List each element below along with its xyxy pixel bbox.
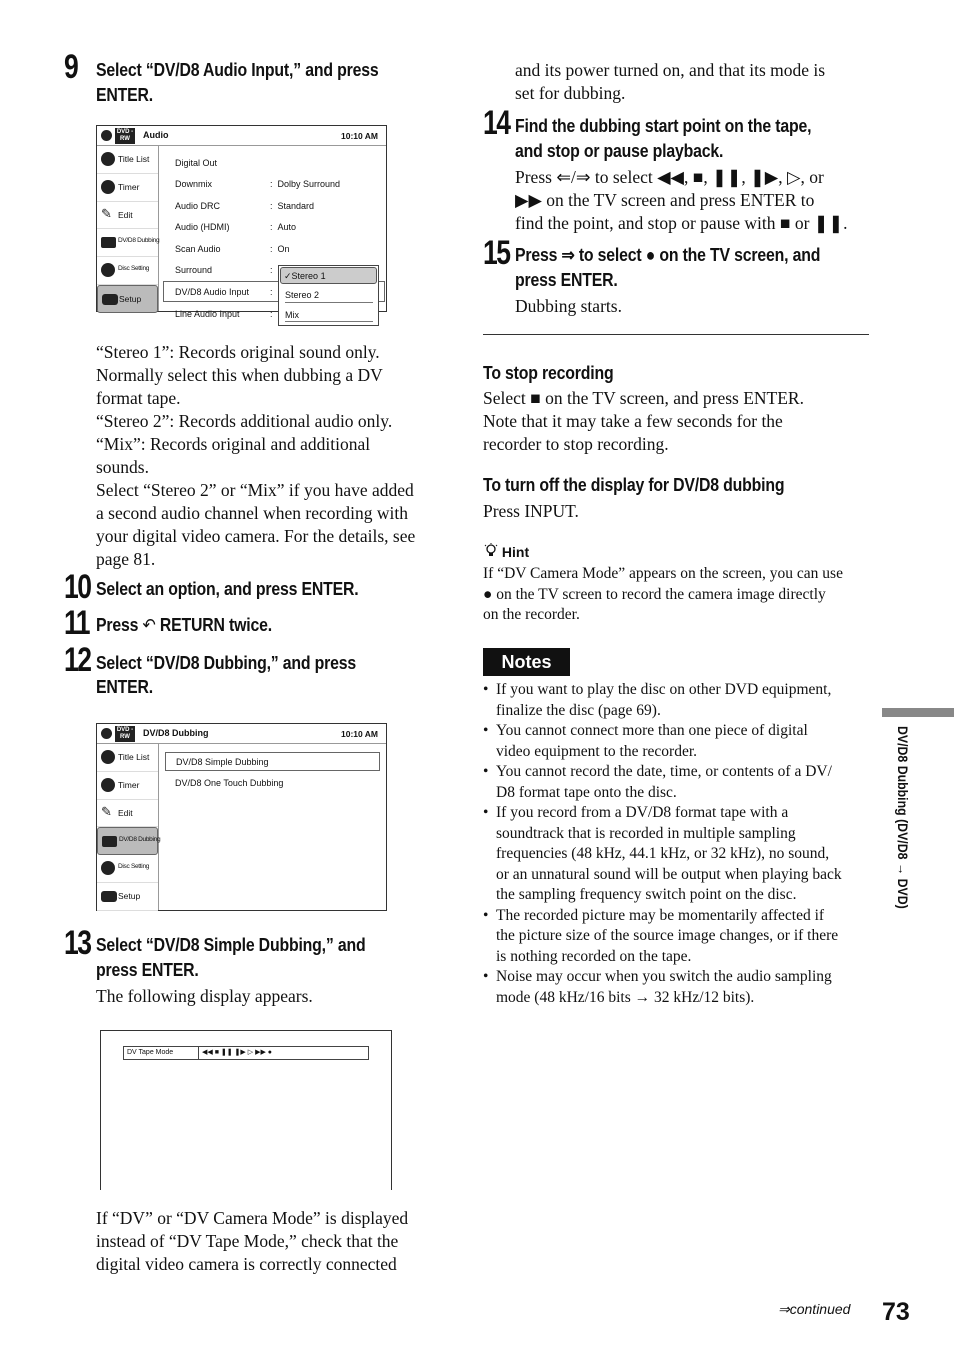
menu-item-title-list[interactable]: Title List	[97, 744, 158, 772]
note-item: • You cannot connect more than one piece of digital video equipment to the recorder.	[483, 721, 883, 762]
disc-icon	[101, 130, 112, 141]
edit-icon: ✎	[101, 205, 112, 221]
menu-item-edit[interactable]: ✎ Edit	[97, 202, 158, 230]
menu-item-setup[interactable]: Setup	[97, 285, 158, 313]
scan-audio-value: : On	[270, 244, 290, 254]
step-15-body: Dubbing starts.	[515, 296, 622, 316]
screen-sidebar	[97, 744, 159, 910]
step-12-title-line2: ENTER.	[96, 677, 154, 697]
screen-title: DV/D8 Dubbing	[143, 728, 209, 738]
step-9-title-line1: Select “DV/D8 Audio Input,” and press	[96, 60, 379, 80]
option-stereo-1[interactable]: ✓Stereo 1	[280, 267, 377, 284]
turn-off-display-heading: To turn off the display for DV/D8 dubbing	[483, 475, 785, 495]
dv-camera-icon	[102, 836, 117, 847]
dv-camera-icon	[101, 237, 116, 248]
step-13-note: If “DV” or “DV Camera Mode” is displayed instead of “DV Tape Mode,” check that the digital video camera is correctly connected	[96, 1208, 409, 1274]
menu-item-timer[interactable]: Timer	[97, 174, 158, 202]
option-one-touch-dubbing[interactable]: DV/D8 One Touch Dubbing	[175, 778, 284, 788]
step-11-number: 11	[64, 604, 89, 642]
row-dv-audio-input[interactable]: DV/D8 Audio Input	[175, 287, 250, 297]
menu-item-disc-setting[interactable]: Disc Setting	[97, 855, 158, 883]
step-13-body: The following display appears.	[96, 986, 313, 1006]
disc-setting-icon	[101, 263, 115, 277]
step-9-title-line2: ENTER.	[96, 85, 154, 105]
step-11-title: Press ↶ RETURN twice.	[96, 613, 272, 638]
menu-item-dv-dubbing[interactable]: DV/D8 Dubbing	[97, 229, 158, 257]
step-13-number: 13	[64, 924, 91, 962]
step-9-number: 9	[64, 48, 78, 86]
edit-icon: ✎	[101, 803, 112, 819]
menu-item-dv-dubbing[interactable]: DV/D8 Dubbing	[97, 827, 158, 855]
row-audio-hdmi[interactable]: Audio (HDMI)	[175, 222, 230, 232]
step-15-number: 15	[483, 234, 510, 272]
note-item: • The recorded picture may be momentarily affected if the picture size of the source image changes, or if there is nothing recorded on the tape.	[483, 906, 883, 968]
disc-icon	[101, 728, 112, 739]
menu-item-title-list[interactable]: Title List	[97, 146, 158, 174]
audio-input-dropdown[interactable]	[278, 265, 379, 326]
step-9-body: “Stereo 1”: Records original sound only. Normally select this when dubbing a DV format tape. “Stereo 2”: Records additional audio only. “Mix”: Records original and additional sounds. Select “Stereo 2” or “Mix” if you have added a second audio channel when recording with your digital video camera. For the details, see page 81.	[96, 342, 416, 569]
timer-icon	[101, 180, 115, 194]
stop-recording-body: Select ■ on the TV screen, and press ENTER. Note that it may take a few seconds for the recorder to stop recording.	[483, 388, 804, 454]
screen-clock: 10:10 AM	[340, 729, 378, 739]
return-icon: ↶	[142, 615, 156, 635]
check-icon: ✓	[284, 271, 292, 281]
screen-sidebar	[97, 146, 159, 311]
hint-heading-row: Hint	[484, 543, 529, 560]
menu-item-edit[interactable]: ✎ Edit	[97, 800, 158, 828]
row-audio-drc[interactable]: Audio DRC	[175, 201, 221, 211]
downmix-value: : Dolby Surround	[270, 179, 341, 189]
lightbulb-icon	[484, 543, 498, 559]
section-divider	[483, 334, 869, 335]
step-13-continued: and its power turned on, and that its mode is set for dubbing.	[515, 60, 826, 103]
step-10-number: 10	[64, 568, 91, 606]
title-list-icon	[101, 152, 115, 166]
note-item: • If you record from a DV/D8 format tape with a soundtrack that is recorded in multiple sampling frequencies (48 kHz, 44.1 kHz, or 32 kHz), no sound, or an unnatural sound will be output when playing back the sampling frequency switch point on the disc.	[483, 803, 883, 906]
row-scan-audio[interactable]: Scan Audio	[175, 244, 221, 254]
step-12-number: 12	[64, 641, 91, 679]
audio-hdmi-value: : Auto	[270, 222, 297, 232]
option-mix[interactable]: Mix	[285, 310, 373, 322]
note-item: • If you want to play the disc on other DVD equipment, finalize the disc (page 69).	[483, 680, 883, 721]
tape-mode-label: DV Tape Mode	[127, 1049, 174, 1056]
note-item: • You cannot record the date, time, or contents of a DV/ D8 format tape onto the disc.	[483, 762, 883, 803]
menu-item-timer[interactable]: Timer	[97, 772, 158, 800]
dvd-rw-logo: DVD -RW	[116, 129, 134, 142]
row-surround[interactable]: Surround	[175, 265, 213, 275]
disc-setting-icon	[101, 861, 115, 875]
menu-item-disc-setting[interactable]: Disc Setting	[97, 257, 158, 285]
step-15-title-line1: Press ⇒ to select ● on the TV screen, and	[515, 245, 821, 265]
stop-recording-heading: To stop recording	[483, 363, 614, 383]
step-13-title-line2: press ENTER.	[96, 960, 199, 980]
audio-settings-screen: DVD -RW Audio 10:10 AM Title List Timer ✎ Edit DV/D8 Dubbing Disc Setting Setup Digital Out Downmix : Dolby Surround Audio DRC : Standard Audio (HDMI) : Auto Scan Audio : On Surround : DV/D8 Audio Input : Line Audio Input : ✓Stereo 1 Stereo 2 Mix	[96, 125, 387, 312]
dubbing-menu-screen	[96, 723, 387, 911]
step-14-title-line2: and stop or pause playback.	[515, 141, 724, 161]
title-list-icon	[101, 750, 115, 764]
audio-drc-value: : Standard	[270, 201, 315, 211]
dvd-rw-logo: DVD -RW	[116, 727, 134, 740]
step-14-number: 14	[483, 104, 510, 142]
screen-clock: 10:10 AM	[340, 131, 378, 141]
screen-header	[97, 724, 386, 744]
step-12-title-line1: Select “DV/D8 Dubbing,” and press	[96, 653, 357, 673]
setup-toolbox-icon	[101, 891, 117, 902]
dv-tape-mode-screen	[100, 1030, 392, 1190]
step-13-title-line1: Select “DV/D8 Simple Dubbing,” and	[96, 935, 366, 955]
step-10-title: Select an option, and press ENTER.	[96, 579, 359, 599]
step-14-body: Press ⇐/⇒ to select ◀◀, ■, ❚❚, ❚▶, ▷, or ▶▶ on the TV screen and press ENTER to find the point, and stop or pause with ■ or ❚❚.	[515, 167, 848, 233]
notes-list	[483, 680, 883, 1008]
turn-off-display-body: Press INPUT.	[483, 501, 579, 521]
tape-transport-icons[interactable]: ◀◀ ■ ❚❚ ❚▶ ▷ ▶▶ ●	[202, 1049, 273, 1056]
side-tab-bar	[882, 708, 954, 717]
row-downmix[interactable]: Downmix	[175, 179, 213, 189]
note-item: • Noise may occur when you switch the audio sampling mode (48 kHz/16 bits → 32 kHz/12 bits).	[483, 967, 883, 1008]
tape-control-bar	[123, 1046, 369, 1060]
hint-body: If “DV Camera Mode” appears on the screen, you can use ● on the TV screen to record the camera image directly on the recorder.	[483, 565, 843, 623]
option-simple-dubbing[interactable]: DV/D8 Simple Dubbing	[165, 752, 380, 771]
row-line-audio-input[interactable]: Line Audio Input	[175, 309, 240, 319]
row-digital-out[interactable]: Digital Out	[175, 158, 218, 168]
menu-item-setup[interactable]: Setup	[97, 883, 158, 911]
side-tab-label: DV/D8 Dubbing (DV/D8 → DVD)	[895, 726, 911, 909]
step-15-title-line2: press ENTER.	[515, 270, 618, 290]
setup-toolbox-icon	[102, 294, 118, 305]
screen-title: Audio	[143, 130, 169, 140]
continued-label: ⇒continued	[778, 1301, 851, 1317]
option-stereo-2[interactable]: Stereo 2	[285, 290, 373, 303]
notes-heading: Notes	[483, 648, 570, 676]
step-14-title-line1: Find the dubbing start point on the tape,	[515, 116, 812, 136]
page-number: 73	[882, 1298, 910, 1326]
timer-icon	[101, 778, 115, 792]
screen-header	[97, 126, 386, 146]
